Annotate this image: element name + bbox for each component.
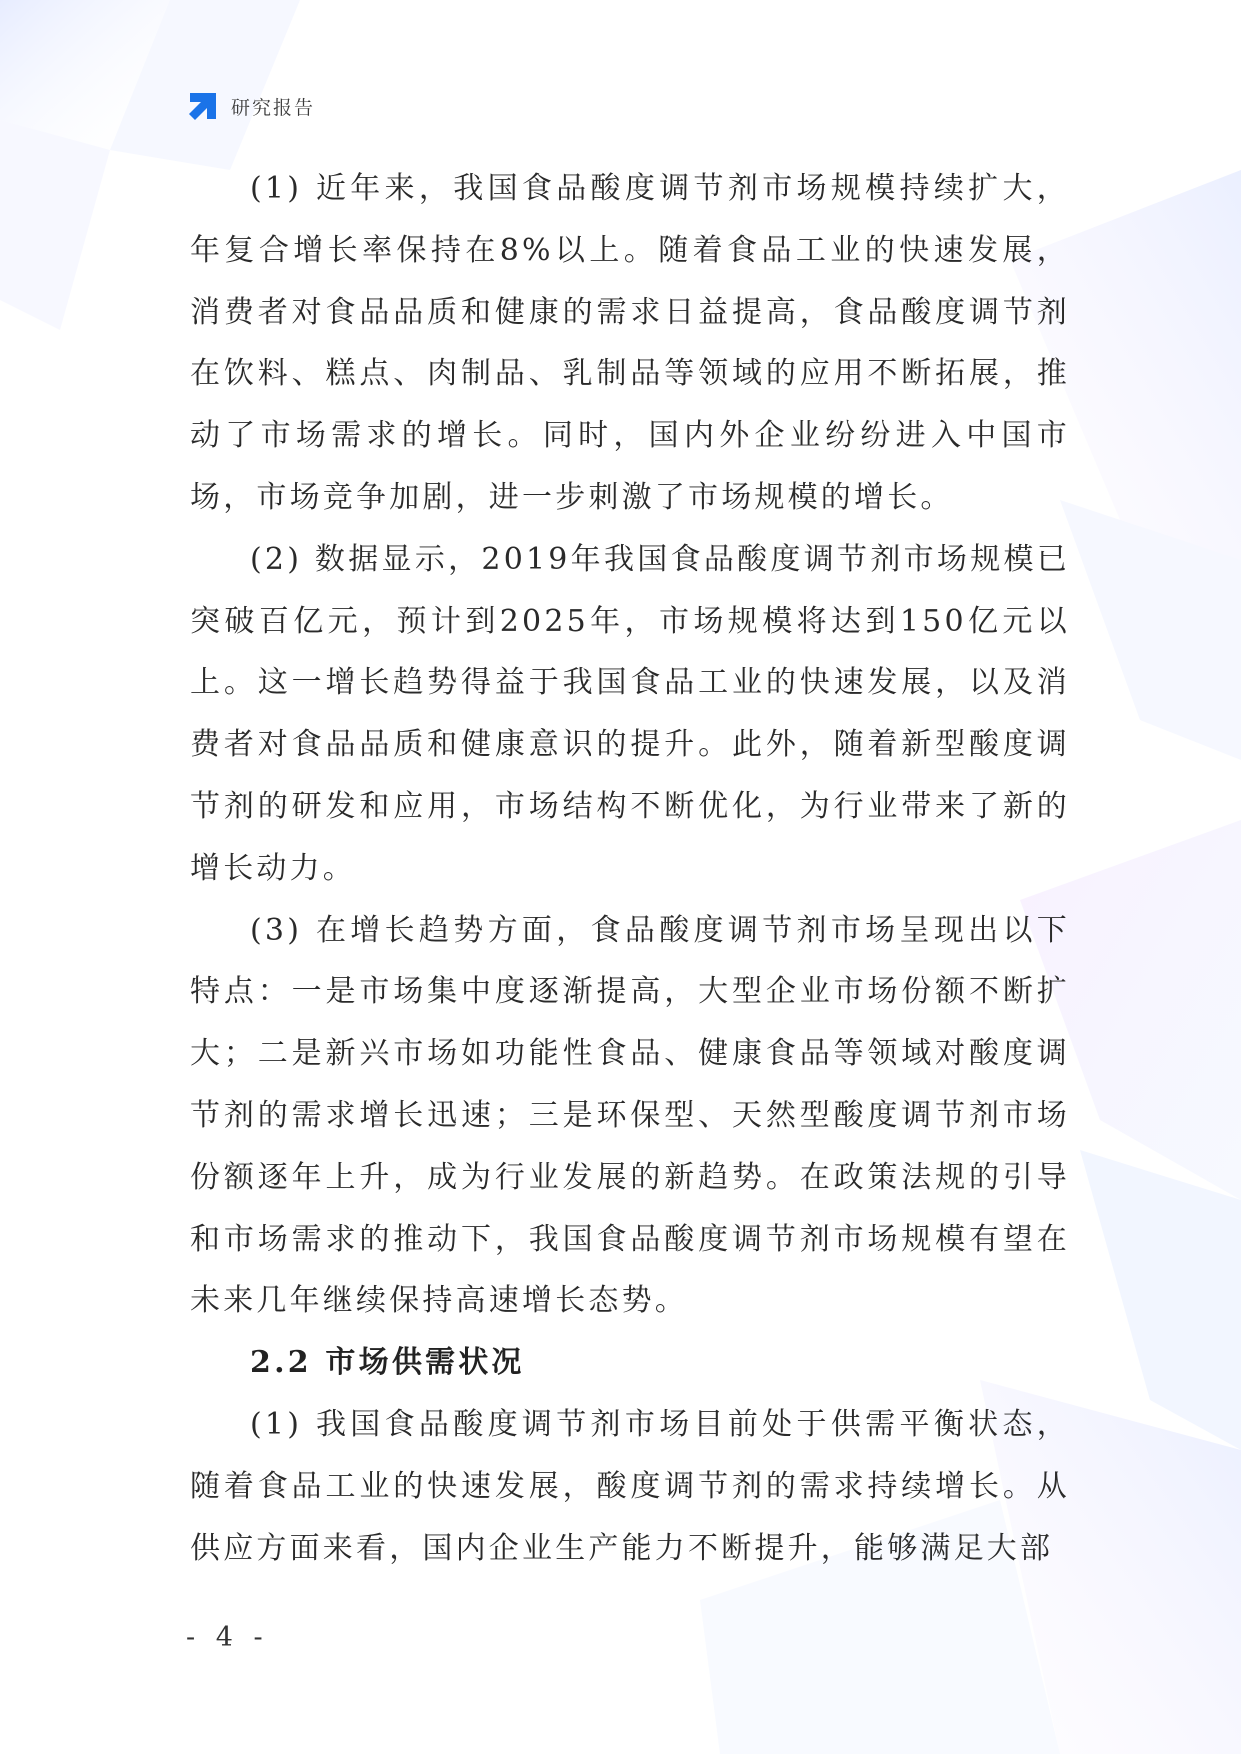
body-paragraph: (3) 在增长趋势方面，食品酸度调节剂市场呈现出以下特点：一是市场集中度逐渐提高，大型企业市场份额不断扩大；二是新兴市场如功能性食品、健康食品等领域对酸度调节剂的需求增长迅速；三是环保型、天然型酸度调节剂市场份额逐年上升，成为行业发展的新趋势。在政策法规的引导和市场需求的推动下，我国食品酸度调节剂市场规模有望在未来几年继续保持高速增长态势。 xyxy=(190,912,1070,1319)
page-header xyxy=(186,88,315,124)
body-paragraph: (1) 近年来，我国食品酸度调节剂市场规模持续扩大，年复合增长率保持在8%以上。随着食品工业的快速发展，消费者对食品品质和健康的需求日益提高，食品酸度调节剂在饮料、糕点、肉制品、乳制品等领域的应用不断拓展，推动了市场需求的增长。同时，国内外企业纷纷进入中国市场，市场竞争加剧，进一步刺激了市场规模的增长。 xyxy=(190,171,1070,515)
body-paragraph: (2) 数据显示，2019年我国食品酸度调节剂市场规模已突破百亿元，预计到2025年，市场规模将达到150亿元以上。这一增长趋势得益于我国食品工业的快速发展，以及消费者对食品品质和健康意识的提升。此外，随着新型酸度调节剂的研发和应用，市场结构不断优化，为行业带来了新的增长动力。 xyxy=(190,541,1070,886)
header-title: 研究报告 xyxy=(231,96,316,119)
body-paragraph: (1) 我国食品酸度调节剂市场目前处于供需平衡状态，随着食品工业的快速发展，酸度调节剂的需求持续增长。从供应方面来看，国内企业生产能力不断提升，能够满足大部 xyxy=(190,1406,1070,1566)
page-number: - 4 - xyxy=(186,1622,269,1653)
section-heading: 2.2 市场供需状况 xyxy=(250,1345,525,1381)
document-body xyxy=(190,158,1070,1579)
arrow-up-right-icon xyxy=(186,89,220,123)
